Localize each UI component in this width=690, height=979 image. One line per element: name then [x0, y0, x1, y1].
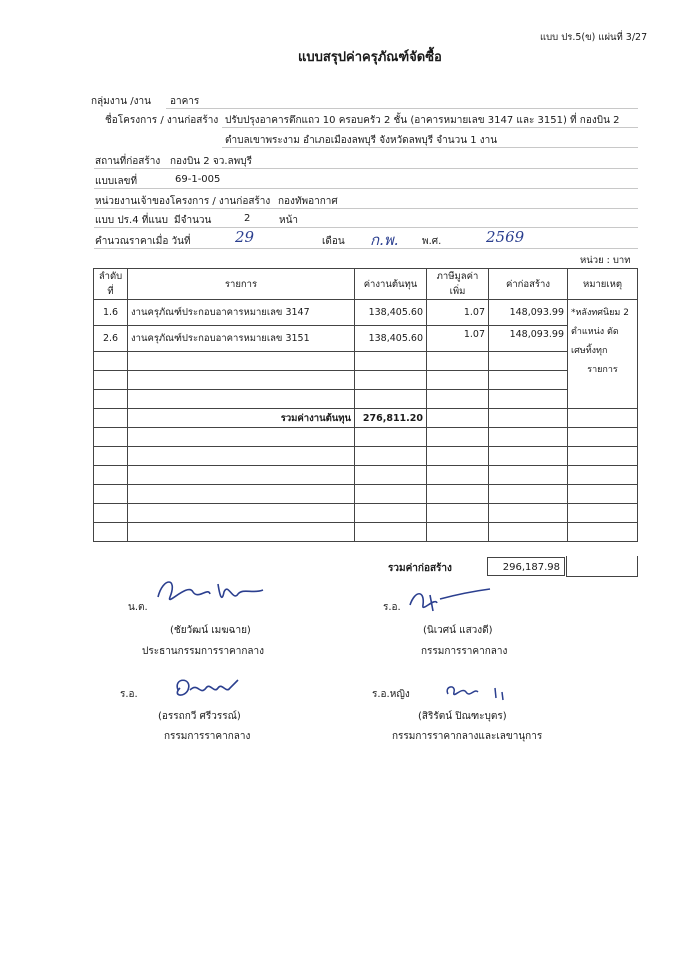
- underline: [94, 227, 638, 228]
- row-factor: 1.07: [427, 326, 489, 352]
- underline: [222, 147, 638, 148]
- signer-1-position: ประธานกรรมการราคากลาง: [142, 646, 265, 657]
- table-row: [94, 326, 638, 352]
- table-row: [94, 371, 638, 390]
- owner-label: หน่วยงานเจ้าของโครงการ / งานก่อสร้าง: [95, 196, 271, 207]
- page-title: แบบสรุปค่าครุภัณฑ์จัดซื้อ: [298, 50, 442, 65]
- table-row: [94, 300, 638, 326]
- table-row: [94, 447, 638, 466]
- row-factor: 1.07: [427, 300, 489, 326]
- project-line-2: ตำบลเขาพระงาม อำเภอเมืองลพบุรี จังหวัดลพบุรี จำนวน 1 งาน: [225, 135, 498, 146]
- remark-line: เศษทิ้งทุก: [571, 346, 608, 356]
- signature-mark: [168, 672, 248, 702]
- remark-extension: [566, 556, 638, 577]
- total-label: รวมค่าก่อสร้าง: [388, 563, 452, 574]
- site-value: กองบิน 2 จว.ลพบุรี: [170, 156, 252, 167]
- row-cost: 138,405.60: [355, 300, 427, 326]
- signer-3-name: (อรรถกวี ศรีวรรณ์): [158, 711, 241, 722]
- row-item: งานครุภัณฑ์ประกอบอาคารหมายเลข 3147: [128, 300, 355, 326]
- unit-label: หน่วย : บาท: [580, 255, 631, 266]
- dept-label: กลุ่มงาน /งาน: [91, 96, 151, 107]
- signer-1-role: น.ต.: [128, 602, 148, 613]
- row-no: 2.6: [94, 326, 128, 352]
- col-header-no: ลำดับที่: [94, 269, 128, 300]
- table-row: [94, 466, 638, 485]
- signer-2-position: กรรมการราคากลาง: [421, 646, 508, 657]
- subtotal-value: 276,811.20: [355, 409, 427, 428]
- dept-value: อาคาร: [170, 96, 200, 107]
- underline: [94, 168, 638, 169]
- row-item: งานครุภัณฑ์ประกอบอาคารหมายเลข 3151: [128, 326, 355, 352]
- calc-day-handwritten: 29: [235, 228, 255, 246]
- row-cost: 138,405.60: [355, 326, 427, 352]
- project-line-1: ปรับปรุงอาคารตึกแถว 10 ครอบครัว 2 ชั้น (อาคารหมายเลข 3147 และ 3151) ที่ กองบิน 2: [225, 115, 620, 126]
- table-header-row: [94, 269, 638, 300]
- calc-date-label: คำนวณราคาเมื่อ วันที่: [95, 236, 191, 247]
- remark-line: *หลังทศนิยม 2: [571, 308, 629, 318]
- signature-mark: [405, 585, 495, 615]
- row-no: 1.6: [94, 300, 128, 326]
- underline: [166, 108, 638, 109]
- month-label: เดือน: [322, 236, 345, 247]
- table-row: [94, 352, 638, 371]
- signature-mark: [148, 572, 268, 612]
- signer-4-position: กรรมการราคากลางและเลขานุการ: [392, 731, 543, 742]
- subtotal-label: รวมค่างานต้นทุน: [128, 409, 355, 428]
- table-row: [94, 504, 638, 523]
- calc-month-handwritten: ก.พ.: [370, 231, 399, 249]
- signer-2-name: (นิเวศน์ แสวงดี): [423, 625, 493, 636]
- signer-1-name: (ชัยวัฒน์ เมฆฉาย): [170, 625, 251, 636]
- remark-line: ตำแหน่ง ตัด: [571, 327, 619, 337]
- col-header-cost: ค่างานต้นทุน: [355, 269, 427, 300]
- col-header-remark: หมายเหตุ: [568, 269, 638, 300]
- underline: [222, 127, 638, 128]
- underline: [94, 248, 638, 249]
- row-construction: 148,093.99: [489, 326, 568, 352]
- col-header-item: รายการ: [128, 269, 355, 300]
- table-row: [94, 485, 638, 504]
- table-row: [94, 390, 638, 409]
- signer-3-position: กรรมการราคากลาง: [164, 731, 251, 742]
- site-label: สถานที่ก่อสร้าง: [95, 156, 161, 167]
- pr4-count: 2: [244, 213, 251, 224]
- cost-table: [93, 268, 638, 542]
- drawing-label: แบบเลขที่: [95, 176, 138, 187]
- table-row: [94, 428, 638, 447]
- total-value: 296,187.98: [487, 557, 565, 576]
- project-label: ชื่อโครงการ / งานก่อสร้าง: [105, 115, 219, 126]
- col-header-vat: ภาษีมูลค่าเพิ่ม: [427, 269, 489, 300]
- col-header-construction: ค่าก่อสร้าง: [489, 269, 568, 300]
- pr4-label: แบบ ปร.4 ที่แนบ: [95, 215, 168, 226]
- signer-2-role: ร.อ.: [383, 602, 401, 613]
- calc-year-handwritten: 2569: [486, 228, 525, 246]
- table-row: [94, 523, 638, 542]
- drawing-value: 69-1-005: [175, 174, 221, 185]
- remark-line: รายการ: [587, 365, 618, 375]
- form-reference: แบบ ปร.5(ข) แผ่นที่ 3/27: [540, 32, 648, 43]
- signature-mark: [440, 680, 510, 705]
- underline: [94, 208, 638, 209]
- pr4-unit: หน้า: [279, 215, 299, 226]
- signer-3-role: ร.อ.: [120, 689, 138, 700]
- subtotal-row: [94, 409, 638, 428]
- pr4-count-label: มีจำนวน: [174, 215, 212, 226]
- underline: [94, 188, 638, 189]
- year-label: พ.ศ.: [422, 236, 442, 247]
- row-construction: 148,093.99: [489, 300, 568, 326]
- remark-cell: [568, 300, 638, 409]
- owner-value: กองทัพอากาศ: [278, 196, 338, 207]
- signer-4-role: ร.อ.หญิง: [372, 689, 410, 700]
- signer-4-name: (สิริรัตน์ ปิณฑะบุตร): [418, 711, 507, 722]
